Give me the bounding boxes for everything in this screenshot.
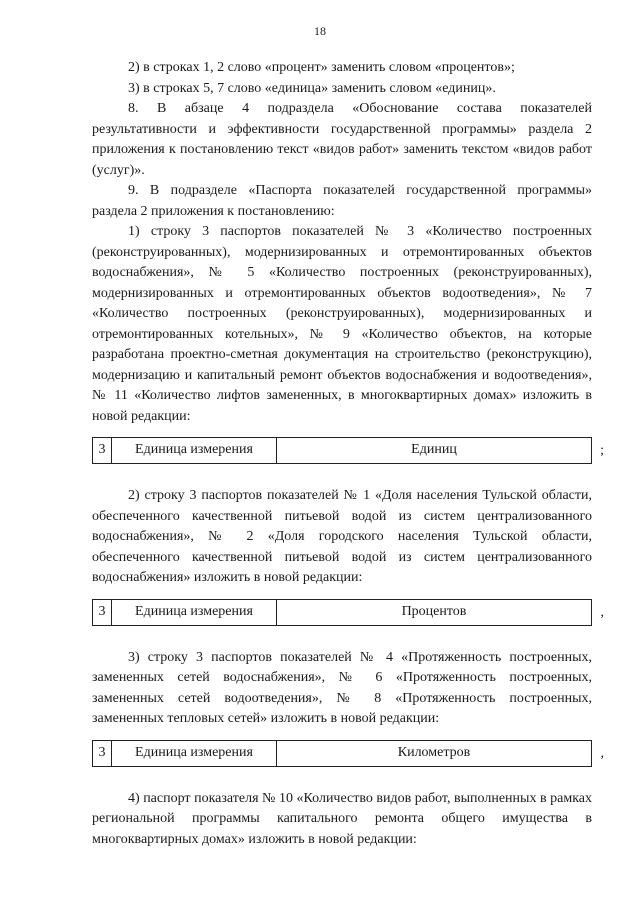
unit-table-3 bbox=[92, 740, 604, 767]
trailing-punctuation: , bbox=[600, 604, 604, 620]
trailing-punctuation: , bbox=[600, 745, 604, 761]
paragraph: 1) строку 3 паспортов показателей № 3 «Количество построенных (реконструированных), модернизированных и отремонтированных объектов водоснабжения», № 5 «Количество построенных (реконструированных), модернизированных и отремонтированных объектов водоотведения», № 7 «Количество построенных (реконструированных), модернизированных и отремонтированных котельных», № 9 «Количество объектов, на которые разработана проектно-сметная документация на строительство (реконструкцию), модернизацию и капитальный ремонт объектов водоснабжения и водоотведения», № 11 «Количество лифтов замененных, в многоквартирных домах» изложить в новой редакции: bbox=[92, 224, 592, 424]
paragraph: 3) строку 3 паспортов показателей № 4 «Протяженность построенных, замененных сетей водоснабжения», № 6 «Протяженность построенных, замененных сетей водоотведения», № 8 «Протяженность построенных, замененных тепловых сетей» изложить в новой редакции: bbox=[92, 649, 592, 726]
paragraph: 2) в строках 1, 2 слово «процент» заменить словом «процентов»; bbox=[128, 60, 515, 75]
row-number-cell: 3 bbox=[93, 438, 112, 464]
row-number-cell: 3 bbox=[93, 740, 112, 766]
table-row bbox=[93, 740, 592, 766]
paragraph: 4) паспорт показателя № 10 «Количество видов работ, выполненных в рамках региональной программы капитального ремонта общего имущества в многоквартирных домах» изложить в новой редакции: bbox=[92, 790, 592, 847]
row-value-cell: Единиц bbox=[277, 438, 592, 464]
row-number-cell: 3 bbox=[93, 599, 112, 625]
unit-table-2 bbox=[92, 599, 604, 626]
table-row bbox=[93, 599, 592, 625]
paragraph: 9. В подразделе «Паспорта показателей государственной программы» раздела 2 приложения к постановлению: bbox=[92, 183, 592, 219]
row-label-cell: Единица измерения bbox=[112, 599, 277, 625]
page-number: 18 bbox=[314, 24, 326, 38]
paragraph: 8. В абзаце 4 подраздела «Обоснование состава показателей результативности и эффективности государственной программы» раздела 2 приложения к постановлению текст «видов работ» заменить текстом «видов работ (услуг)». bbox=[92, 101, 592, 178]
document-body bbox=[92, 58, 604, 850]
paragraph: 3) в строках 5, 7 слово «единица» заменить словом «единиц». bbox=[128, 80, 496, 96]
paragraph: 2) строку 3 паспортов показателей № 1 «Доля населения Тульской области, обеспеченного качественной питьевой водой из систем централизованного водоснабжения», № 2 «Доля городского населения Тульской области, обеспеченного качественной питьевой водой из систем централизованного водоснабжения» изложить в новой редакции: bbox=[92, 488, 592, 585]
unit-table-1 bbox=[92, 437, 604, 464]
row-value-cell: Процентов bbox=[277, 599, 592, 625]
trailing-punctuation: ; bbox=[600, 443, 604, 458]
row-label-cell: Единица измерения bbox=[112, 438, 277, 464]
row-label-cell: Единица измерения bbox=[112, 740, 277, 766]
table-row bbox=[93, 438, 592, 464]
row-value-cell: Километров bbox=[277, 740, 592, 766]
